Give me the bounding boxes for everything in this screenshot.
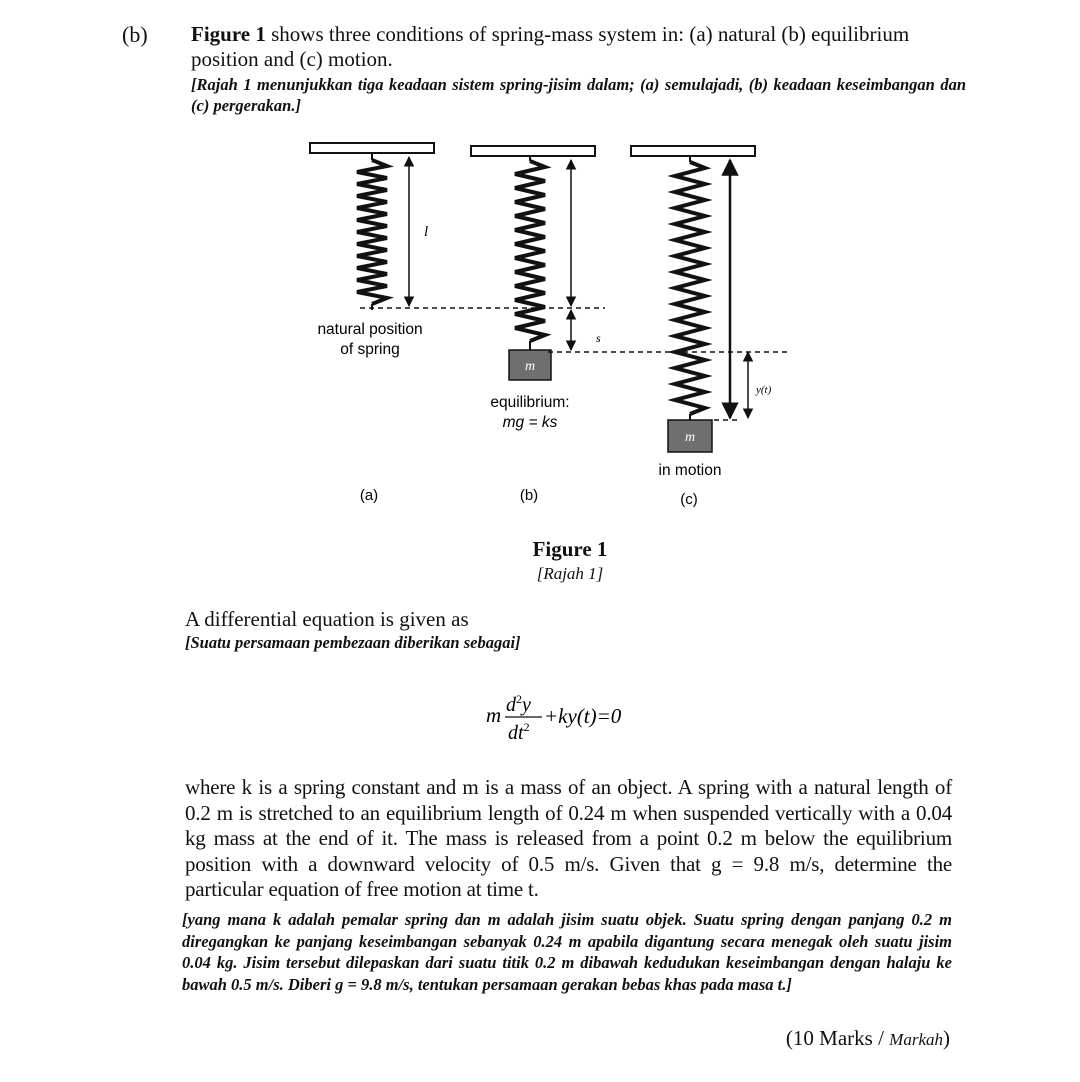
question-label: (b) bbox=[122, 22, 148, 47]
marks-text: (10 Marks / bbox=[785, 1026, 890, 1050]
equation-intro-malay: [Suatu persamaan pembezaan diberikan sebagai] bbox=[185, 633, 521, 652]
equation-intro: A differential equation is given as bbox=[185, 607, 469, 631]
mass-label-b: m bbox=[524, 359, 536, 374]
label-s: s bbox=[596, 331, 601, 345]
mass-label-c: m bbox=[684, 430, 696, 445]
label-yt: y(t) bbox=[756, 384, 772, 396]
eq-m: m bbox=[486, 703, 502, 727]
differential-equation bbox=[480, 686, 720, 746]
svg-text:d2y bbox=[506, 692, 531, 716]
marks-close: ) bbox=[943, 1026, 950, 1050]
marks-label bbox=[760, 1026, 950, 1051]
in-motion-label: in motion bbox=[658, 462, 722, 479]
spring-b bbox=[471, 146, 595, 380]
problem-statement-malay: [yang mana k adalah pemalar spring dan m adalah jisim suatu objek. Suatu spring dengan panjang 0.2 m diregangkan ke panjang keseimbangan sebanyak 0.24 m apabila digantung secara menegak oleh suatu jisim 0.04 kg. Jisim tersebut dilepaskan dari suatu titik 0.2 m dibawah kedudukan keseimbangan dengan halaju ke bawah 0.5 m/s. Diberi g = 9.8 m/s, tentukan persamaan gerakan bebas khas pada masa t.] bbox=[182, 910, 952, 994]
label-l: l bbox=[424, 224, 429, 240]
eq-num-d: d bbox=[506, 694, 516, 716]
figure-caption-malay: [Rajah 1] bbox=[536, 564, 604, 583]
equilibrium-label: equilibrium: bbox=[490, 394, 570, 411]
problem-statement: where k is a spring constant and m is a mass of an object. A spring with a natural length of 0.2 m is stretched to an equilibrium length of 0.24 m when suspended vertically with a 0.04 kg mass at the end of it. The mass is released from a point 0.2 m below the equilibrium position with a downward velocity of 0.5 m/s. Given that g = 9.8 m/s, determine the particular equation of free motion at time t. bbox=[185, 775, 952, 901]
natural-position-label: natural position bbox=[317, 321, 423, 338]
subfigure-c-label: (c) bbox=[680, 491, 698, 508]
eq-den: dt bbox=[508, 722, 524, 744]
eq-num-sup: 2 bbox=[516, 692, 522, 706]
equilibrium-formula: mg = ks bbox=[502, 414, 558, 431]
figure-reference: Figure 1 bbox=[191, 22, 266, 46]
figure-caption: Figure 1 bbox=[532, 537, 608, 561]
spring-a bbox=[310, 143, 434, 310]
eq-num-y: y bbox=[522, 694, 531, 716]
subfigure-b-label: (b) bbox=[519, 487, 539, 504]
subfigure-a-label: (a) bbox=[359, 487, 379, 504]
marks-malay: Markah bbox=[889, 1030, 943, 1049]
spring-c bbox=[631, 146, 755, 452]
svg-text:dt2 bbox=[508, 720, 530, 744]
natural-position-label-2: of spring bbox=[340, 341, 400, 358]
question-intro-text: shows three conditions of spring-mass system in: (a) natural (b) equilibrium position and (c) motion. bbox=[191, 22, 910, 71]
question-intro-malay: [Rajah 1 menunjukkan tiga keadaan sistem spring-jisim dalam; (a) semulajadi, (b) keadaan keseimbangan dan (c) pergerakan.] bbox=[191, 75, 966, 115]
eq-rest: +ky(t)=0 bbox=[544, 704, 622, 728]
eq-den-sup: 2 bbox=[523, 720, 530, 734]
